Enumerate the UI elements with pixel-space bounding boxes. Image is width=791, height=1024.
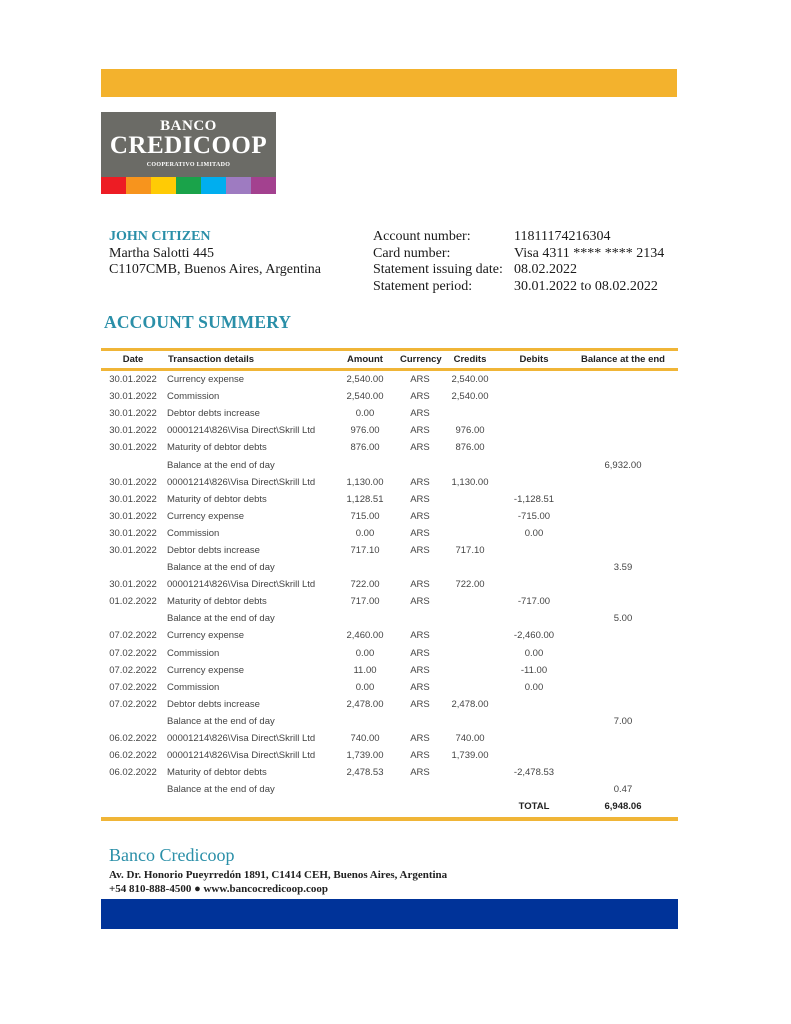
cell-details: Currency expense <box>167 664 245 676</box>
cell-debits: -717.00 <box>517 596 551 608</box>
cell-date: 30.01.2022 <box>109 510 157 522</box>
footer <box>109 845 447 896</box>
cell-debits: 0.00 <box>524 681 544 693</box>
issuing-date-row <box>373 262 664 279</box>
footer-bank-name: Banco Credicoop <box>109 845 235 865</box>
cell-details: Commission <box>167 681 220 693</box>
cell-amount: 1,130.00 <box>346 476 384 488</box>
table-row-day-balance <box>101 610 678 627</box>
cell-date: 30.01.2022 <box>109 527 157 539</box>
cell-amount: 2,460.00 <box>346 630 384 642</box>
table-row <box>101 679 678 696</box>
cell-credits: 1,739.00 <box>451 750 489 762</box>
cell-debits: 0.00 <box>524 647 544 659</box>
header-debits: Debits <box>519 354 549 365</box>
table-row <box>101 730 678 747</box>
table-row <box>101 405 678 422</box>
cell-date: 30.01.2022 <box>109 544 157 556</box>
cell-credits: 876.00 <box>455 442 485 454</box>
bottom-accent-bar <box>101 899 678 929</box>
cell-details: Debtor debts increase <box>167 408 260 420</box>
cell-details: Commission <box>167 527 220 539</box>
cell-details: Debtor debts increase <box>167 698 260 710</box>
logo-color-stripes <box>101 177 276 194</box>
cell-amount: 717.10 <box>350 544 380 556</box>
account-number-value: 11811174216304 <box>514 229 611 244</box>
cell-currency: ARS <box>410 630 430 642</box>
cell-date: 30.01.2022 <box>109 374 157 386</box>
table-row <box>101 525 678 542</box>
cell-balance: 0.47 <box>613 784 633 796</box>
cell-details: Balance at the end of day <box>167 459 275 471</box>
cell-debits: -1,128.51 <box>513 493 555 505</box>
cell-details: Balance at the end of day <box>167 784 275 796</box>
table-row-day-balance <box>101 713 678 730</box>
header-currency: Currency <box>400 354 442 365</box>
cell-date: 30.01.2022 <box>109 425 157 437</box>
table-row <box>101 508 678 525</box>
cell-date: 06.02.2022 <box>109 767 157 779</box>
header-credits: Credits <box>453 354 487 365</box>
cell-details: Debtor debts increase <box>167 544 260 556</box>
cell-amount: 976.00 <box>350 425 380 437</box>
cell-credits: 740.00 <box>455 733 485 745</box>
cell-currency: ARS <box>410 596 430 608</box>
cell-details: Currency expense <box>167 510 245 522</box>
logo-stripe <box>251 177 276 194</box>
total-label: TOTAL <box>518 801 550 813</box>
cell-date: 06.02.2022 <box>109 750 157 762</box>
issuing-date-value: 08.02.2022 <box>514 262 577 277</box>
table-body <box>101 371 678 798</box>
cell-amount: 11.00 <box>353 664 377 676</box>
cell-details: 00001214\826\Visa Direct\Skrill Ltd <box>167 579 316 591</box>
table-row <box>101 388 678 405</box>
table-row-day-balance <box>101 559 678 576</box>
table-row <box>101 491 678 508</box>
logo-stripe <box>201 177 226 194</box>
logo-line-banco: BANCO <box>160 118 217 134</box>
cell-amount: 1,128.51 <box>346 493 384 505</box>
issuing-date-label: Statement issuing date: <box>373 262 503 277</box>
cell-details: Balance at the end of day <box>167 613 275 625</box>
cell-currency: ARS <box>410 374 430 386</box>
cell-amount: 2,478.53 <box>346 767 384 779</box>
header-details: Transaction details <box>168 354 255 365</box>
logo-stripe <box>101 177 126 194</box>
cell-currency: ARS <box>410 527 430 539</box>
table-row <box>101 662 678 679</box>
cell-details: Commission <box>167 647 220 659</box>
cell-details: Balance at the end of day <box>167 715 275 727</box>
cell-amount: 722.00 <box>350 579 380 591</box>
cell-debits: -11.00 <box>520 664 548 676</box>
section-title: ACCOUNT SUMMERY <box>104 312 292 332</box>
transactions-table <box>101 348 678 821</box>
table-row <box>101 439 678 456</box>
cell-date: 30.01.2022 <box>109 391 157 403</box>
table-row <box>101 747 678 764</box>
cell-balance: 5.00 <box>613 613 633 625</box>
cell-details: Currency expense <box>167 630 245 642</box>
cell-credits: 717.10 <box>455 544 485 556</box>
header-date: Date <box>122 354 144 365</box>
cell-debits: -2,478.53 <box>513 767 555 779</box>
statement-period-label: Statement period: <box>373 278 473 294</box>
cell-currency: ARS <box>410 442 430 454</box>
cell-currency: ARS <box>410 408 430 420</box>
cell-currency: ARS <box>410 767 430 779</box>
cell-amount: 2,478.00 <box>346 698 384 710</box>
card-number-row <box>373 246 664 263</box>
cell-credits: 976.00 <box>455 425 485 437</box>
bank-logo <box>101 112 276 194</box>
cell-date: 30.01.2022 <box>109 579 157 591</box>
table-row <box>101 422 678 439</box>
cell-details: 00001214\826\Visa Direct\Skrill Ltd <box>167 476 316 488</box>
statement-period-value: 30.01.2022 to 08.02.2022 <box>514 278 658 294</box>
cell-details: Maturity of debtor debts <box>167 442 267 454</box>
customer-address-line1: Martha Salotti 445 <box>109 245 214 261</box>
cell-amount: 740.00 <box>350 733 380 745</box>
cell-currency: ARS <box>410 647 430 659</box>
logo-line-cooperativo: COOPERATIVO LIMITADO <box>146 162 231 168</box>
cell-amount: 0.00 <box>355 408 375 420</box>
cell-amount: 715.00 <box>350 510 380 522</box>
cell-credits: 2,540.00 <box>451 374 489 386</box>
table-header <box>101 351 678 368</box>
logo-stripe <box>126 177 151 194</box>
cell-amount: 0.00 <box>355 647 375 659</box>
cell-details: Commission <box>167 391 220 403</box>
table-row <box>101 764 678 781</box>
cell-details: 00001214\826\Visa Direct\Skrill Ltd <box>167 750 316 762</box>
cell-details: Balance at the end of day <box>167 562 275 574</box>
logo-stripe <box>226 177 251 194</box>
total-value: 6,948.06 <box>604 801 642 813</box>
table-row <box>101 696 678 713</box>
cell-credits: 2,540.00 <box>451 391 489 403</box>
cell-credits: 722.00 <box>455 579 485 591</box>
statement-period-row <box>373 279 664 296</box>
table-bottom-rule <box>101 817 678 821</box>
cell-debits: 0.00 <box>524 527 544 539</box>
table-row-day-balance <box>101 456 678 473</box>
account-number-row <box>373 229 664 246</box>
cell-currency: ARS <box>410 750 430 762</box>
cell-date: 07.02.2022 <box>109 664 157 676</box>
cell-balance: 3.59 <box>613 562 633 574</box>
header-balance: Balance at the end <box>581 354 665 365</box>
cell-credits: 1,130.00 <box>451 476 489 488</box>
logo-stripe <box>151 177 176 194</box>
cell-details: Maturity of debtor debts <box>167 596 267 608</box>
cell-date: 07.02.2022 <box>109 647 157 659</box>
table-row <box>101 371 678 388</box>
footer-address: Av. Dr. Honorio Pueyrredón 1891, C1414 CEH, Buenos Aires, Argentina <box>109 869 448 881</box>
cell-currency: ARS <box>410 425 430 437</box>
cell-date: 30.01.2022 <box>109 476 157 488</box>
logo-line-credicoop: CREDICOOP <box>109 132 268 159</box>
cell-amount: 717.00 <box>350 596 380 608</box>
cell-debits: -715.00 <box>517 510 551 522</box>
cell-date: 07.02.2022 <box>109 630 157 642</box>
table-row <box>101 474 678 491</box>
cell-date: 30.01.2022 <box>109 408 157 420</box>
cell-details: Maturity of debtor debts <box>167 767 267 779</box>
cell-currency: ARS <box>410 664 430 676</box>
cell-date: 30.01.2022 <box>109 493 157 505</box>
customer-block <box>109 229 321 279</box>
cell-debits: -2,460.00 <box>513 630 555 642</box>
table-row-day-balance <box>101 781 678 798</box>
cell-amount: 0.00 <box>355 681 375 693</box>
cell-currency: ARS <box>410 391 430 403</box>
table-row <box>101 645 678 662</box>
cell-date: 07.02.2022 <box>109 681 157 693</box>
account-number-label: Account number: <box>373 229 471 244</box>
cell-details: 00001214\826\Visa Direct\Skrill Ltd <box>167 425 316 437</box>
cell-currency: ARS <box>410 544 430 556</box>
card-number-value: Visa 4311 **** **** 2134 <box>514 245 665 261</box>
footer-contact: +54 810-888-4500 ● www.bancocredicoop.coop <box>109 883 328 895</box>
logo-stripe <box>176 177 201 194</box>
customer-name: JOHN CITIZEN <box>109 229 211 244</box>
cell-currency: ARS <box>410 698 430 710</box>
cell-date: 01.02.2022 <box>109 596 157 608</box>
table-row <box>101 542 678 559</box>
cell-date: 06.02.2022 <box>109 733 157 745</box>
header-amount: Amount <box>347 354 383 365</box>
table-row <box>101 576 678 593</box>
cell-currency: ARS <box>410 733 430 745</box>
cell-currency: ARS <box>410 476 430 488</box>
table-row <box>101 627 678 644</box>
cell-currency: ARS <box>410 579 430 591</box>
cell-currency: ARS <box>410 510 430 522</box>
cell-details: Maturity of debtor debts <box>167 493 267 505</box>
card-number-label: Card number: <box>373 245 451 261</box>
cell-amount: 2,540.00 <box>346 391 384 403</box>
cell-balance: 7.00 <box>613 715 633 727</box>
cell-credits: 2,478.00 <box>451 698 489 710</box>
customer-address-line2: C1107CMB, Buenos Aires, Argentina <box>109 262 321 277</box>
table-row <box>101 593 678 610</box>
account-info-block <box>373 229 664 295</box>
cell-details: Currency expense <box>167 374 245 386</box>
cell-amount: 0.00 <box>355 527 375 539</box>
top-accent-bar <box>101 69 677 97</box>
cell-currency: ARS <box>410 681 430 693</box>
cell-amount: 1,739.00 <box>346 750 384 762</box>
cell-balance: 6,932.00 <box>604 459 642 471</box>
cell-details: 00001214\826\Visa Direct\Skrill Ltd <box>167 733 316 745</box>
cell-date: 30.01.2022 <box>109 442 157 454</box>
cell-currency: ARS <box>410 493 430 505</box>
cell-amount: 876.00 <box>350 442 380 454</box>
table-total-row <box>101 798 678 815</box>
cell-amount: 2,540.00 <box>346 374 384 386</box>
cell-date: 07.02.2022 <box>109 698 157 710</box>
